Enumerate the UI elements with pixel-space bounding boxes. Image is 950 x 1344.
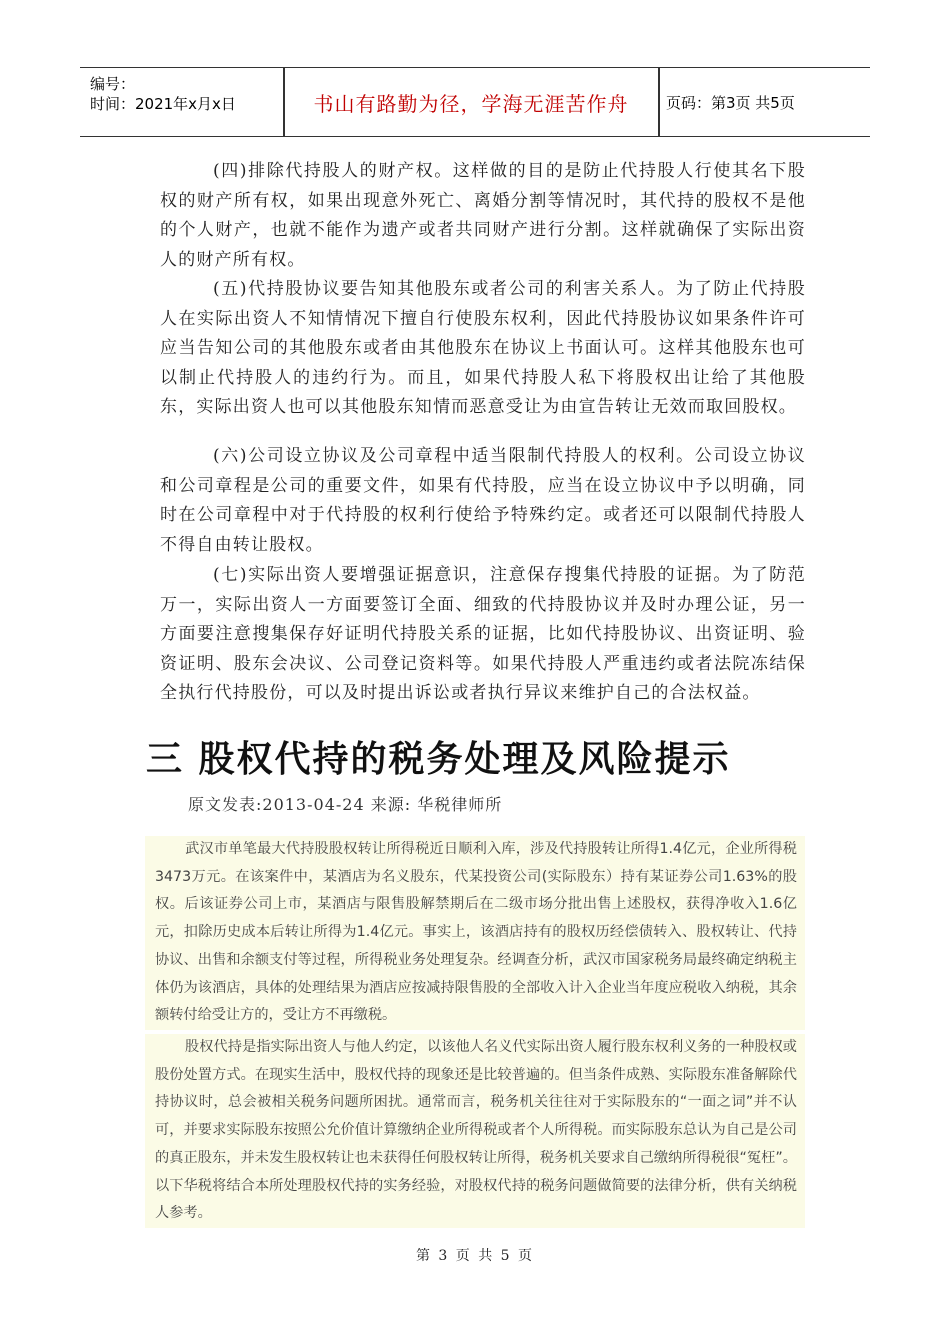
page-header [80, 67, 870, 137]
article-paragraph: 武汉市单笔最大代持股股权转让所得税近日顺利入库，涉及代持股转让所得1.4亿元，企业所得税3473万元。在该案件中，某酒店为名义股东，代某投资公司(实际股东）持有某证券公司1.63%的股权。后该证券公司上市，某酒店与限售股解禁期后在二级市场分批出售上述股权，获得净收入1.6亿元，扣除历史成本后转让所得为1.4亿元。事实上，该酒店持有的股权历经偿债转入、股权转让、代持协议、出售和余额支付等过程，所得税业务处理复杂。经调查分析，武汉市国家税务局最终确定纳税主体仍为该酒店，具体的处理结果为酒店应按减持限售股的全部收入计入企业当年度应税收入纳税，其余额转付给受让方的，受让方不再缴税。 [155, 841, 797, 1024]
header-divider [658, 68, 660, 136]
section-heading: 三 股权代持的税务处理及风险提示 [146, 739, 731, 780]
paragraph-4: (四)排除代持股人的财产权。这样做的目的是防止代持股人行使其名下股权的财产所有权，如果出现意外死亡、离婚分割等情况时，其代持的股权不是他的个人财产，也就不能作为遗产或者共同财产进行分割。这样就确保了实际出资人的财产所有权。 [160, 161, 806, 270]
header-meta [90, 74, 236, 114]
header-motto: 书山有路勤为径，学海无涯苦作舟 [313, 91, 629, 116]
article-paragraph: 股权代持是指实际出资人与他人约定，以该他人名义代实际出资人履行股东权利义务的一种股权或股份处置方式。在现实生活中，股权代持的现象还是比较普遍的。但当条件成熟、实际股东准备解除代持协议时，总会被相关税务问题所困扰。通常而言，税务机关往往对于实际股东的“一面之词”并不认可，并要求实际股东按照公允价值计算缴纳企业所得税或者个人所得税。而实际股东总认为自己是公司的真正股东，并未发生股权转让也未获得任何股权转让所得，税务机关要求自己缴纳所得税很“冤枉”。以下华税将结合本所处理股权代持的实务经验，对股权代持的税务问题做简要的法律分析，供有关纳税人参考。 [155, 1039, 797, 1222]
paragraph-5: (五)代持股协议要告知其他股东或者公司的利害关系人。为了防止代持股人在实际出资人不知情情况下擅自行使股东权利，因此代持股协议如果条件许可应当告知公司的其他股东或者由其他股东在协议上书面认可。这样其他股东也可以制止代持股人的违约行为。而且，如果代持股人私下将股权出让给了其他股东，实际出资人也可以其他股东知情而恶意受让为由宣告转让无效而取回股权。 [160, 279, 806, 418]
article-box-1 [145, 836, 805, 1030]
number-label: 编号： [90, 75, 136, 93]
article-box-2 [145, 1034, 805, 1228]
time-label: 时间：2021年x月x日 [90, 95, 236, 113]
page-footer: 第 3 页 共 5 页 [415, 1248, 535, 1264]
paragraph-7: (七)实际出资人要增强证据意识，注意保存搜集代持股的证据。为了防范万一，实际出资人一方面要签订全面、细致的代持股协议并及时办理公证，另一方面要注意搜集保存好证明代持股关系的证据，比如代持股协议、出资证明、验资证明、股东会决议、公司登记资料等。如果代持股人严重违约或者法院冻结保全执行代持股份，可以及时提出诉讼或者执行异议来维护自己的合法权益。 [160, 565, 806, 704]
paragraph-6: (六)公司设立协议及公司章程中适当限制代持股人的权利。公司设立协议和公司章程是公司的重要文件，如果有代持股，应当在设立协议中予以明确，同时在公司章程中对于代持股的权利行使给予特殊约定。或者还可以限制代持股人不得自由转让股权。 [160, 446, 806, 555]
source-line: 原文发表:2013-04-24 来源: 华税律师所 [188, 795, 503, 814]
header-page-info: 页码：第3页 共5页 [666, 93, 795, 112]
